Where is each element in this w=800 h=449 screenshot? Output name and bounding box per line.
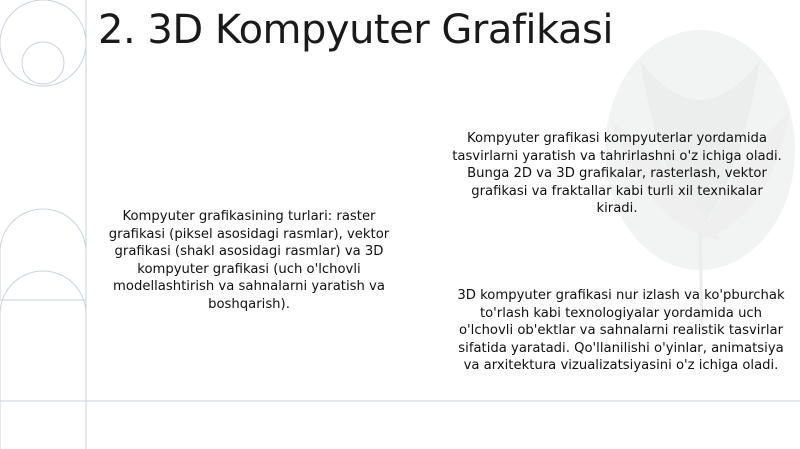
upper-arch-decoration [0,209,86,300]
slide-title: 2. 3D Kompyuter Grafikasi [98,7,613,53]
large-circle-decoration [0,0,86,86]
lower-arch-decoration [0,271,86,449]
right-bottom-text-block: 3D kompyuter grafikasi nur izlash va ko'pburchak to'rlash kabi texnologiyalar yordamida uch o'lchovli ob'ektlar va sahnalarni realistik tasvirlar sifatida yaratadi. Qo'llanilishi o'yinlar, animatsiya va arxitektura vizualizatsiyasini o'z ichiga oladi. [457,288,785,373]
right-top-text-block: Kompyuter grafikasi kompyuterlar yordamida tasvirlarni yaratish va tahrirlashni o'z ichiga oladi. Bunga 2D va 3D grafikalar, rasterlash, vektor grafikasi va fraktallar kabi turli xil texnikalar kiradi. [452,131,782,216]
small-circle-decoration [22,42,64,84]
left-text-block: Kompyuter grafikasining turlari: raster grafikasi (piksel asosidagi rasmlar), vektor grafikasi (shakl asosidagi rasmlar) va 3D kompyuter grafikasi (uch o'lchovli modellashtirish va sahnalarni yaratish va boshqarish). [108,209,390,312]
